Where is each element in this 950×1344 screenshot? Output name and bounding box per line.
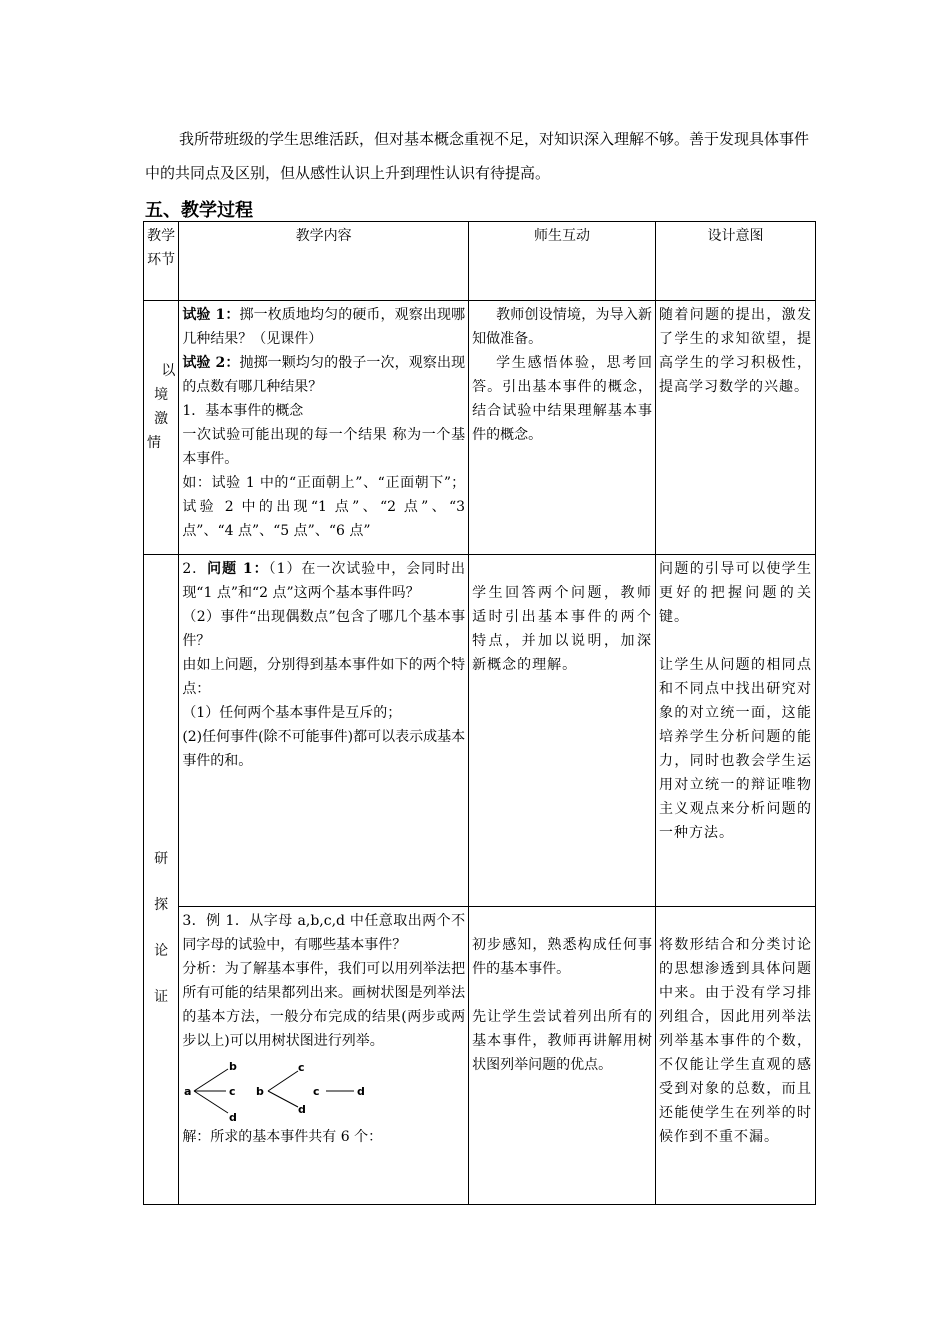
table-row xyxy=(144,907,816,1205)
experiment-2-label: 试验 2： xyxy=(182,355,240,371)
point-1: （1）任何两个基本事件是互斥的； xyxy=(182,705,402,721)
interaction-text: 初步感知，熟悉构成任何事件的基本事件。 xyxy=(472,937,653,977)
interaction-cell xyxy=(469,555,656,907)
intent-text: 随着问题的提出，激发了学生的求知欲望，提高学生的学习积极性，提高学习数学的兴趣。 xyxy=(659,307,812,395)
concept-text: 一次试验可能出现的每一个结果 称为一个基本事件。 xyxy=(182,427,466,467)
content-cell xyxy=(179,555,469,907)
intent-text: 将数形结合和分类讨论的思想渗透到具体问题中来。由于没有学习排列组合，因此用列举法列举基本事件的个数，不仅能让学生直观的感受到对象的总数，而且还能使学生在列举的时候作到不重不漏。 xyxy=(659,937,812,1145)
header-stage: 教学环节 xyxy=(144,222,179,301)
intent-text: 让学生从问题的相同点和不同点中找出研究对象的对立统一面，这能培养学生分析问题的能力，同时也教会学生运用对立统一的辩证唯物主义观点来分析问题的一种方法。 xyxy=(659,657,812,841)
interaction-cell xyxy=(469,907,656,1205)
point-2: (2)任何事件(除不可能事件)都可以表示成基本事件的和。 xyxy=(182,729,466,769)
interaction-text: 学生感悟体验，思考回答。引出基本事件的概念，结合试验中结果理解基本事件的概念。 xyxy=(472,355,653,443)
interaction-cell xyxy=(469,301,656,555)
header-intent: 设计意图 xyxy=(656,222,816,301)
stage-text: 境 激 xyxy=(154,386,169,427)
table-row xyxy=(144,555,816,907)
experiment-2-text: 抛掷一颗均匀的骰子一次，观察出现的点数有哪几种结果？ xyxy=(182,355,466,395)
stage-cell-intro xyxy=(144,301,179,555)
stage-text: 证 xyxy=(154,989,169,1005)
interaction-text: 学生回答两个问题，教师适时引出基本事件的两个特点，并加以说明，加深新概念的理解。 xyxy=(472,585,653,673)
header-interaction: 师生互动 xyxy=(469,222,656,301)
stage-text: 探 xyxy=(154,897,169,913)
experiment-2 xyxy=(182,351,465,399)
question-1 xyxy=(182,557,465,605)
tree-node: c xyxy=(313,1085,320,1098)
spacer xyxy=(659,629,812,653)
summary-text: 由如上问题，分别得到基本事件如下的两个特点： xyxy=(182,657,466,697)
interaction-text: 先让学生尝试着列出所有的基本事件，教师再讲解用树状图列举问题的优点。 xyxy=(472,1009,653,1073)
question-number: 2． xyxy=(182,561,208,577)
tree-node: c xyxy=(229,1085,236,1098)
spacer xyxy=(472,981,652,1005)
section-title: 五、教学过程 xyxy=(145,200,253,221)
intent-cell xyxy=(656,301,816,555)
experiment-1 xyxy=(182,303,465,351)
tree-node: b xyxy=(256,1085,265,1098)
stage-text: 以 xyxy=(161,362,176,379)
tree-node: d xyxy=(229,1111,238,1123)
analysis-text: 分析：为了解基本事件，我们可以用列举法把所有可能的结果都列出来。画树状图是列举法的基本方法，一般分布完成的结果(两步或两步以上)可以用树状图进行列举。 xyxy=(182,961,466,1049)
stage-text: 论 xyxy=(154,943,169,959)
example-text: 如：试验 1 中的“正面朝上”、“正面朝下”；试验 2 中的出现“1 点”、“2 点”、“3 点”、“4 点”、“5 点”、“6 点” xyxy=(182,475,466,539)
stage-text: 情 xyxy=(147,434,161,451)
example-1: 3．例 1．从字母 a,b,c,d 中任意取出两个不同字母的试验中，有哪些基本事件？ xyxy=(182,913,466,953)
intent-cell xyxy=(656,907,816,1205)
intro-paragraph: 我所带班级的学生思维活跃，但对基本概念重视不足，对知识深入理解不够。善于发现具体事件中的共同点及区别，但从感性认识上升到理性认识有待提高。 xyxy=(145,130,810,182)
teaching-process-table xyxy=(143,221,816,1205)
tree-diagram xyxy=(182,1059,382,1123)
question-2-text: （2）事件“出现偶数点”包含了哪几个基本事件？ xyxy=(182,609,466,649)
experiment-1-text: 掷一枚质地均匀的硬币，观察出现哪几种结果？（见课件） xyxy=(182,307,466,347)
tree-node: d xyxy=(298,1103,307,1116)
intent-cell xyxy=(656,555,816,907)
tree-node: d xyxy=(357,1085,366,1098)
concept-title: 1．基本事件的概念 xyxy=(182,403,304,419)
header-content: 教学内容 xyxy=(179,222,469,301)
content-cell xyxy=(179,301,469,555)
table-row xyxy=(144,301,816,555)
table-header-row xyxy=(144,222,816,301)
question-1-text: （1）在一次试验中，会同时出现“1 点”和“2 点”这两个基本事件吗？ xyxy=(182,561,466,601)
tree-node: b xyxy=(229,1060,238,1073)
solution-text: 解：所求的基本事件共有 6 个： xyxy=(182,1129,383,1145)
content-cell xyxy=(179,907,469,1205)
tree-node: c xyxy=(298,1061,305,1074)
stage-cell-research xyxy=(144,555,179,1205)
stage-text: 研 xyxy=(154,851,169,867)
intent-text: 问题的引导可以使学生更好的把握问题的关键。 xyxy=(659,561,812,625)
question-label: 问题 1： xyxy=(207,561,269,577)
experiment-1-label: 试验 1： xyxy=(182,307,240,323)
tree-node: a xyxy=(184,1085,192,1098)
interaction-text: 教师创设情境，为导入新知做准备。 xyxy=(472,307,653,347)
